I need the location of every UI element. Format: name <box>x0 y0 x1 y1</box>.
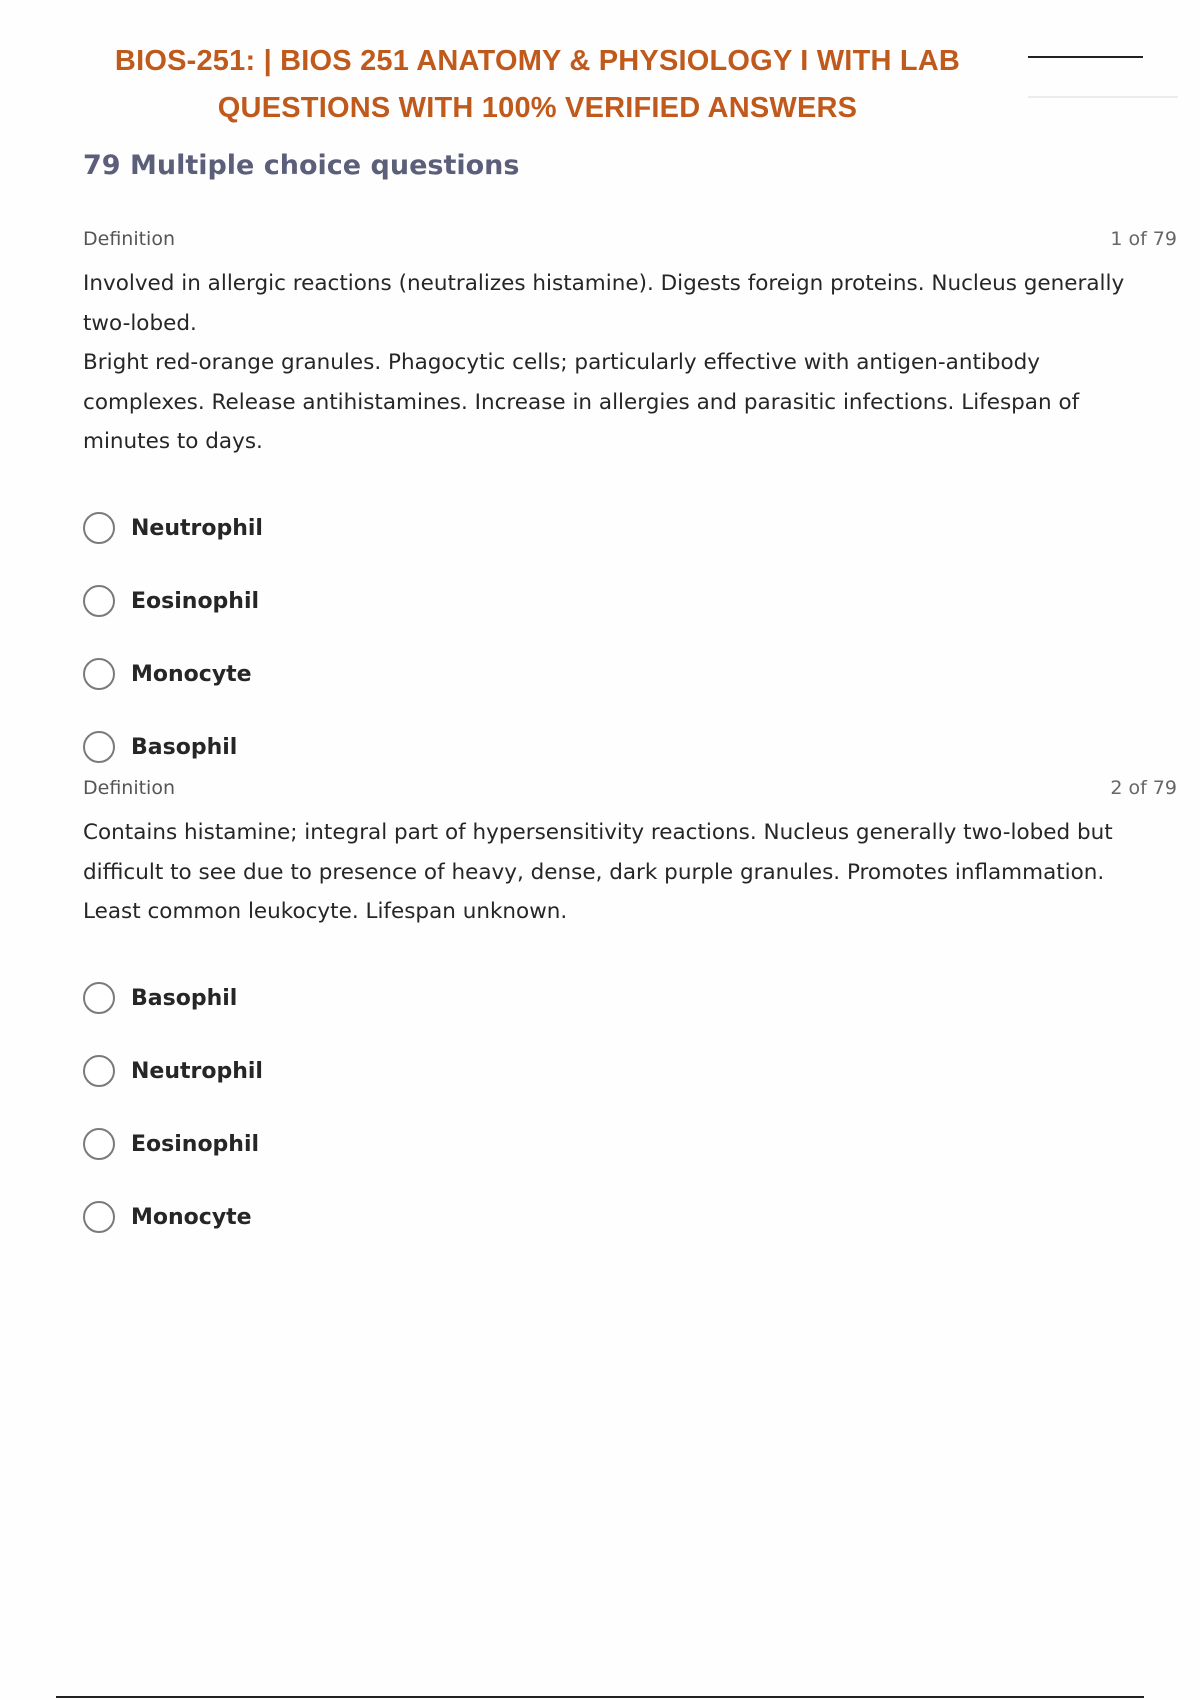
answer-option-label[interactable]: Basophil <box>131 985 238 1011</box>
question-header <box>83 228 1177 258</box>
answer-option[interactable] <box>83 565 1177 638</box>
answer-option[interactable] <box>83 638 1177 711</box>
title-line-1: BIOS-251: | BIOS 251 ANATOMY & PHYSIOLOGY I WITH LAB <box>114 45 961 77</box>
answer-option-label[interactable]: Monocyte <box>131 1204 252 1230</box>
question-card-1 <box>83 228 1177 784</box>
answer-option-label[interactable]: Neutrophil <box>131 1058 263 1084</box>
answer-option[interactable] <box>83 711 1177 784</box>
radio-button[interactable] <box>83 1055 115 1087</box>
question-counter: 2 of 79 <box>1110 777 1177 799</box>
answer-option-label[interactable]: Eosinophil <box>131 1131 260 1157</box>
answer-option[interactable] <box>83 1181 1177 1254</box>
radio-button[interactable] <box>83 512 115 544</box>
header-rule <box>1028 56 1143 58</box>
question-type-label: Definition <box>83 228 176 250</box>
answer-options <box>83 962 1177 1254</box>
answer-option-label[interactable]: Eosinophil <box>131 588 260 614</box>
radio-button[interactable] <box>83 982 115 1014</box>
answer-option[interactable] <box>83 492 1177 565</box>
question-header <box>83 777 1177 807</box>
question-text-paragraph: Involved in allergic reactions (neutralizes histamine). Digests foreign proteins. Nucleus generally two-lobed. <box>83 271 1125 336</box>
document-title <box>70 38 1005 132</box>
answer-option-label[interactable]: Neutrophil <box>131 515 263 541</box>
title-line-2: QUESTIONS WITH 100% VERIFIED ANSWERS <box>217 92 858 124</box>
question-text-paragraph: Bright red-orange granules. Phagocytic cells; particularly effective with antigen-antibody complexes. Release antihistamines. Increase in allergies and parasitic infections. Lifespan of minutes to days. <box>83 350 1080 454</box>
answer-option-label[interactable]: Monocyte <box>131 661 252 687</box>
header-rule-faint <box>1028 96 1178 98</box>
footer-rule <box>56 1696 1144 1698</box>
answer-option[interactable] <box>83 962 1177 1035</box>
radio-button[interactable] <box>83 1201 115 1233</box>
question-text-paragraph: Contains histamine; integral part of hypersensitivity reactions. Nucleus generally two-lobed but difficult to see due to presence of heavy, dense, dark purple granules. Promotes inflammation. Least common leukocyte. Lifespan unknown. <box>83 820 1113 924</box>
question-type-label: Definition <box>83 777 176 799</box>
question-text <box>83 264 1143 462</box>
radio-button[interactable] <box>83 1128 115 1160</box>
question-count-heading: 79 Multiple choice questions <box>83 150 520 181</box>
question-counter: 1 of 79 <box>1110 228 1177 250</box>
question-card-2 <box>83 777 1177 1254</box>
answer-options <box>83 492 1177 784</box>
radio-button[interactable] <box>83 585 115 617</box>
question-text <box>83 813 1143 932</box>
answer-option-label[interactable]: Basophil <box>131 734 238 760</box>
answer-option[interactable] <box>83 1035 1177 1108</box>
radio-button[interactable] <box>83 731 115 763</box>
answer-option[interactable] <box>83 1108 1177 1181</box>
radio-button[interactable] <box>83 658 115 690</box>
